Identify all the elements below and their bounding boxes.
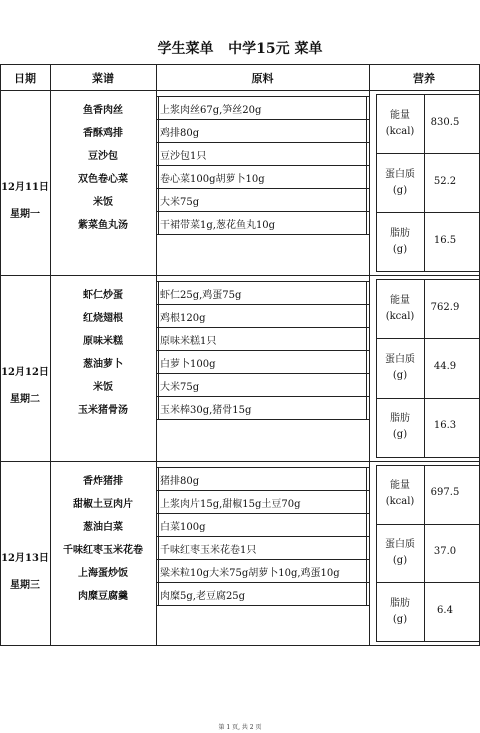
nutrition-row-line <box>376 94 479 95</box>
nutrition-label-unit: (kcal) <box>385 311 415 322</box>
table-top-border <box>0 64 480 65</box>
menu-title: 学生菜单 中学15元 菜单 <box>157 41 323 57</box>
dish-name: 上海蛋炒饭 <box>78 568 128 579</box>
ingredient-text: 上浆肉丝67g,笋丝20g <box>160 105 262 116</box>
ingredient-row-line <box>156 119 369 120</box>
nutrition-row-line <box>376 465 479 466</box>
nutrition-label-unit: (g) <box>392 614 408 625</box>
header-date: 日期 <box>14 72 36 85</box>
dish-name: 葱油萝卜 <box>83 359 123 370</box>
nutrition-label-name: 脂肪 <box>390 598 410 609</box>
ingredient-text: 原味米糕1只 <box>160 336 217 347</box>
nutrition-row-line <box>376 457 479 458</box>
nutrition-value: 830.5 <box>430 117 460 128</box>
nutrition-label-name: 能量 <box>390 295 410 306</box>
ingredient-row-line <box>156 188 369 189</box>
nutrition-row-line <box>376 641 479 642</box>
ingredient-text: 粱米粒10g大米75g胡萝卜10g,鸡蛋10g <box>160 568 340 579</box>
ingredient-text: 千味红枣玉米花卷1只 <box>160 545 257 556</box>
ingredient-row-line <box>156 327 369 328</box>
nutrition-label-name: 蛋白质 <box>385 354 415 365</box>
ingredient-column-divider <box>369 64 370 646</box>
dish-name: 红烧翅根 <box>83 313 123 324</box>
nutrition-row-line <box>376 338 479 339</box>
ingredient-row-line <box>156 211 369 212</box>
dish-name: 豆沙包 <box>88 151 118 162</box>
ingredient-box-left <box>158 281 159 419</box>
dish-name: 肉糜豆腐羹 <box>78 591 128 602</box>
nutrition-value: 762.9 <box>430 302 460 313</box>
nutrition-value: 37.0 <box>433 546 457 557</box>
ingredient-text: 大米75g <box>160 197 200 208</box>
dish-name: 玉米猪骨汤 <box>78 405 128 416</box>
dish-name: 米饭 <box>93 197 113 208</box>
ingredient-box-right <box>366 281 367 419</box>
day-separator <box>0 461 480 462</box>
ingredient-row-line <box>156 165 369 166</box>
nutrition-label-name: 能量 <box>390 110 410 121</box>
ingredient-row-line <box>156 513 369 514</box>
nutrition-value: 6.4 <box>437 605 453 616</box>
ingredient-row-line <box>156 96 369 97</box>
ingredient-text: 白萝卜100g <box>160 359 216 370</box>
dish-name: 原味米糕 <box>83 336 123 347</box>
nutrition-row-line <box>376 153 479 154</box>
dish-name: 双色卷心菜 <box>78 174 128 185</box>
nutrition-row-line <box>376 212 479 213</box>
ingredient-row-line <box>156 467 369 468</box>
nutrition-value: 697.5 <box>430 487 460 498</box>
ingredient-text: 干裙带菜1g,葱花鱼丸10g <box>160 220 276 231</box>
nutrition-label-unit: (g) <box>392 244 408 255</box>
ingredient-text: 玉米棒30g,猪骨15g <box>160 405 252 416</box>
nutrition-row-line <box>376 271 479 272</box>
dish-name: 葱油白菜 <box>83 522 123 533</box>
nutrition-label-name: 脂肪 <box>390 228 410 239</box>
nutrition-row-line <box>376 279 479 280</box>
ingredient-text: 大米75g <box>160 382 200 393</box>
nutrition-value: 44.9 <box>433 361 457 372</box>
day-date: 12月11日 <box>1 182 49 193</box>
nutrition-label-unit: (g) <box>392 370 408 381</box>
ingredient-text: 卷心菜100g胡萝卜10g <box>160 174 265 185</box>
ingredient-row-line <box>156 396 369 397</box>
header-dish: 菜谱 <box>92 72 114 85</box>
dish-name: 香炸猪排 <box>83 476 123 487</box>
day-date: 12月13日 <box>1 553 49 564</box>
ingredient-row-line <box>156 304 369 305</box>
day-weekday: 星期二 <box>10 394 40 405</box>
ingredient-row-line <box>156 350 369 351</box>
nutrition-label-unit: (g) <box>392 555 408 566</box>
header-nutrition: 营养 <box>413 72 435 85</box>
day-separator <box>0 275 480 276</box>
dish-name: 香酥鸡排 <box>83 128 123 139</box>
nutrition-row-line <box>376 524 479 525</box>
ingredient-row-line <box>156 281 369 282</box>
ingredient-row-line <box>156 142 369 143</box>
nutrition-value: 16.5 <box>433 235 457 246</box>
ingredient-row-line <box>156 559 369 560</box>
dish-name: 米饭 <box>93 382 113 393</box>
ingredient-text: 上浆肉片15g,甜椒15g土豆70g <box>160 499 301 510</box>
day-weekday: 星期三 <box>10 580 40 591</box>
nutrition-label-name: 蛋白质 <box>385 169 415 180</box>
ingredient-text: 猪排80g <box>160 476 200 487</box>
nutrition-row-line <box>376 582 479 583</box>
ingredient-box-left <box>158 467 159 605</box>
ingredient-text: 豆沙包1只 <box>160 151 207 162</box>
nutrition-label-name: 脂肪 <box>390 413 410 424</box>
dish-name: 紫菜鱼丸汤 <box>78 220 128 231</box>
ingredient-box-right <box>366 467 367 605</box>
nutrition-value: 52.2 <box>433 176 457 187</box>
nutrition-label-unit: (kcal) <box>385 126 415 137</box>
ingredient-row-line <box>156 419 369 420</box>
ingredient-row-line <box>156 605 369 606</box>
ingredient-row-line <box>156 582 369 583</box>
ingredient-box-left <box>158 96 159 234</box>
dish-name: 虾仁炒蛋 <box>83 290 123 301</box>
ingredient-row-line <box>156 373 369 374</box>
ingredient-row-line <box>156 536 369 537</box>
nutrition-value: 16.3 <box>433 420 457 431</box>
ingredient-text: 白菜100g <box>160 522 206 533</box>
header-ingredients: 原料 <box>251 72 274 85</box>
table-bottom-border <box>0 645 480 646</box>
header-bottom-border <box>0 90 480 91</box>
nutrition-label-name: 能量 <box>390 480 410 491</box>
nutrition-label-unit: (kcal) <box>385 496 415 507</box>
ingredient-text: 鸡根120g <box>160 313 206 324</box>
nutrition-label-name: 蛋白质 <box>385 539 415 550</box>
ingredient-text: 鸡排80g <box>160 128 200 139</box>
nutrition-label-unit: (g) <box>392 429 408 440</box>
ingredient-text: 虾仁25g,鸡蛋75g <box>160 290 242 301</box>
ingredient-row-line <box>156 490 369 491</box>
day-weekday: 星期一 <box>10 209 40 220</box>
ingredient-box-right <box>366 96 367 234</box>
day-date: 12月12日 <box>1 367 49 378</box>
nutrition-row-line <box>376 398 479 399</box>
ingredient-row-line <box>156 234 369 235</box>
dish-name: 千味红枣玉米花卷 <box>63 545 143 556</box>
nutrition-label-unit: (g) <box>392 185 408 196</box>
dish-name: 鱼香肉丝 <box>83 105 123 116</box>
ingredient-text: 肉糜5g,老豆腐25g <box>160 591 246 602</box>
dish-name: 甜椒土豆肉片 <box>73 499 133 510</box>
page-footer: 第 1 页, 共 2 页 <box>218 724 262 731</box>
